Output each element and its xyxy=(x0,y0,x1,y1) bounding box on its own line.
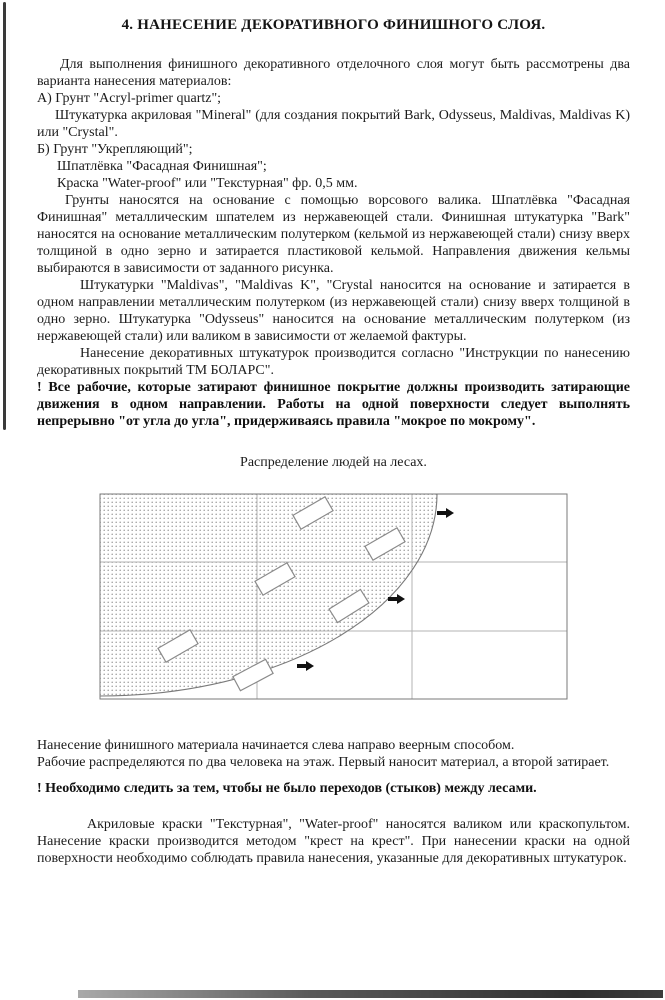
paragraph-instruction-reference: Нанесение декоративных штукатурок производится согласно "Инструкции по нанесению декоративных покрытий ТМ БОЛАРС". xyxy=(37,346,630,378)
list-item-b-putty: Шпатлёвка "Фасадная Финишная"; xyxy=(57,159,267,174)
paragraph-fan-method: Нанесение финишного материала начинается слева направо веерным способом. xyxy=(37,738,515,753)
paragraph-workers-per-floor: Рабочие распределяются по два человека на этаж. Первый наносит материал, а второй затирает. xyxy=(37,755,610,770)
figure-container xyxy=(95,485,630,710)
figure-caption: Распределение людей на лесах. xyxy=(240,455,427,470)
warning-rubbing-direction: ! Все рабочие, которые затирают финишное покрытие должны производить затирающие движения в одном направлении. Работы на одной поверхности следует выполнять непрерывно "от угла до угла", придерживаясь правила "мокрое по мокрому". xyxy=(37,380,630,429)
paragraph-intro: Для выполнения финишного декоративного отделочного слоя могут быть рассмотрены два варианта нанесения материалов: xyxy=(37,57,630,89)
scaffold-distribution-diagram xyxy=(95,485,575,705)
scan-artifact-bottom-bar xyxy=(78,990,663,998)
list-item-a-plaster: Штукатурка акриловая "Mineral" (для создания покрытий Bark, Odysseus, Maldivas, Maldivas K) или "Crystal". xyxy=(37,108,630,140)
list-item-b-paint: Краска "Water-proof" или "Текстурная" фр. 0,5 мм. xyxy=(57,176,358,191)
paragraph-acrylic-paints: Акриловые краски "Текстурная", "Water-proof" наносятся валиком или краскопультом. Нанесение краски производится методом "крест на крест". При нанесении краски на одной поверхности необходимо соблюдать правила нанесения, указанные для декоративных штукатурок. xyxy=(37,817,630,866)
paragraph-primer-application: Грунты наносятся на основание с помощью ворсового валика. Шпатлёвка "Фасадная Финишная" металлическим шпателем из нержавеющей стали. Финишная штукатурка "Bark" наносятся на основание металлическим полутерком (кельмой из нержавеющей стали) снизу вверх толщиной в одно зерно и затирается пластиковой кельмой. Направления движения кельмы выбираются в зависимости от заданного рисунка. xyxy=(37,193,630,276)
direction-arrow xyxy=(297,661,314,671)
page-title: 4. НАНЕСЕНИЕ ДЕКОРАТИВНОГО ФИНИШНОГО СЛОЯ. xyxy=(121,17,546,33)
list-item-b-primer: Б) Грунт "Укрепляющий"; xyxy=(37,142,193,157)
paragraph-plasters-application: Штукатурки "Maldivas", "Maldivas K", "Crystal наносится на основание и затирается в одном направлении металлическим полутерком (из нержавеющей стали) снизу вверх толщиной в одно зерно. Штукатурка "Odysseus" наносится на основание металлическим полутерком (из нержавеющей стали) или валиком в зависимости от желаемой фактуры. xyxy=(37,278,630,344)
direction-arrow xyxy=(437,508,454,518)
scan-artifact-left-line xyxy=(3,2,6,430)
list-item-a-primer: А) Грунт "Acryl-primer quartz"; xyxy=(37,91,222,106)
warning-no-joints: ! Необходимо следить за тем, чтобы не было переходов (стыков) между лесами. xyxy=(37,781,537,796)
